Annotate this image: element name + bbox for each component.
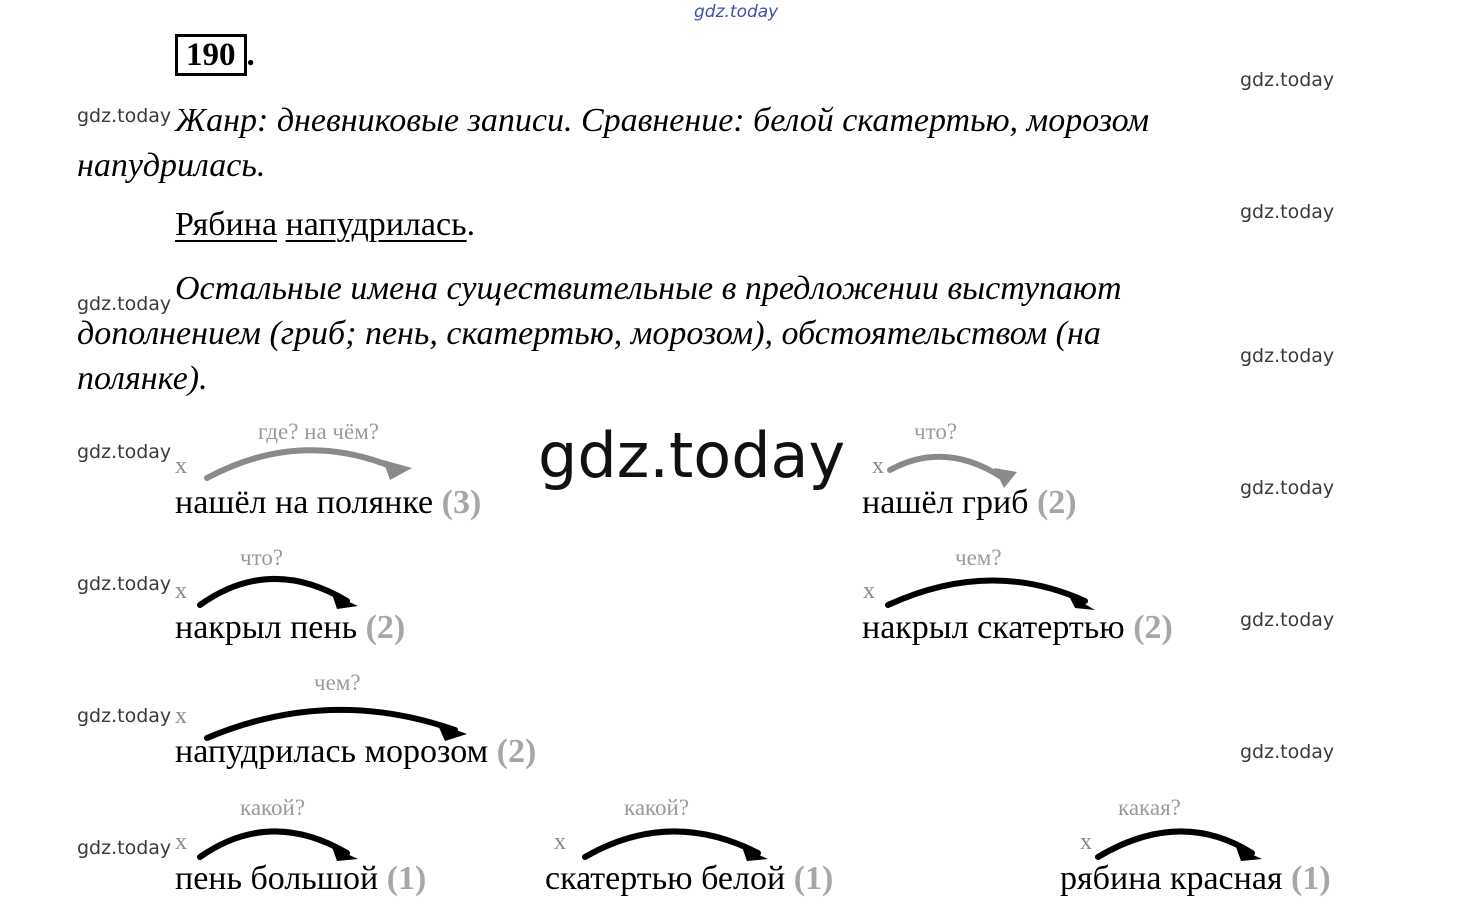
phrase-text: накрыл пень [175, 609, 358, 646]
watermark-right: gdz.today [1240, 741, 1335, 763]
phrase [862, 609, 1173, 647]
arc-skatertyu [888, 580, 1085, 605]
genre-line-1: Жанр: дневниковые записи. Сравнение: белой скатертью, морозом [175, 102, 1150, 139]
phrase-count: (2) [496, 733, 537, 770]
phrase-count: (2) [1036, 484, 1077, 521]
phrase-text: напудрилась морозом [175, 733, 489, 770]
subject: Рябина [175, 206, 278, 243]
question-label: чем? [955, 545, 1002, 570]
rest-line-1: Остальные имена существительные в предложении выступают [175, 270, 1122, 307]
question-label: чем? [314, 670, 361, 695]
question-label: какая? [1118, 795, 1181, 820]
phrase-count: (3) [441, 484, 482, 521]
phrase [545, 860, 833, 898]
arc-krasnaya [1098, 831, 1252, 857]
watermark-left: gdz.today [77, 441, 172, 463]
phrase-text: рябина красная [1060, 860, 1283, 897]
phrase-text: накрыл скатертью [862, 609, 1125, 646]
top-watermark: gdz.today [694, 2, 779, 22]
phrase-count: (2) [1133, 609, 1173, 646]
phrase [175, 860, 426, 898]
arc-pen [200, 579, 347, 605]
phrase [175, 484, 481, 522]
phrase [862, 484, 1077, 522]
x-mark: x [175, 578, 187, 604]
task-number-dot: . [246, 37, 255, 73]
x-mark: x [872, 453, 884, 479]
question-label: что? [240, 545, 284, 570]
question-label: какой? [240, 795, 306, 820]
arc-beloy [585, 831, 758, 857]
phrase [1060, 860, 1331, 898]
x-mark: x [554, 829, 566, 855]
question-label: какой? [624, 795, 690, 820]
watermark-left: gdz.today [77, 105, 172, 127]
arrow-na-polyanke [383, 460, 412, 480]
arc-bolshoy [200, 831, 347, 857]
phrase [175, 733, 536, 771]
phrase-count: (1) [386, 860, 427, 897]
phrase-text: пень большой [175, 860, 379, 897]
phrase-text: скатертью белой [545, 860, 786, 897]
center-watermark: gdz.today [538, 419, 846, 492]
question-label: что? [914, 419, 958, 444]
arc-na-polyanke [207, 450, 395, 478]
predicate: напудрилась [285, 206, 467, 243]
watermark-right: gdz.today [1240, 345, 1335, 367]
task-number: 190 [175, 34, 247, 76]
genre-line-2: напудрилась. [77, 147, 266, 184]
watermark-right: gdz.today [1240, 609, 1335, 631]
sentence-period: . [466, 206, 476, 243]
phrase-text: нашёл на полянке [175, 484, 434, 521]
phrase-count: (1) [793, 860, 834, 897]
question-label: где? на чём? [258, 419, 379, 444]
arc-grib [890, 457, 1003, 478]
phrase [175, 609, 405, 647]
phrase-count: (2) [365, 609, 406, 646]
watermark-right: gdz.today [1240, 69, 1335, 91]
x-mark: x [175, 829, 187, 855]
watermark-right: gdz.today [1240, 201, 1335, 223]
rest-line-3: полянке). [77, 360, 208, 397]
phrase-count: (1) [1291, 860, 1331, 897]
watermark-left: gdz.today [77, 705, 172, 727]
arrow-pen [332, 594, 358, 609]
watermark-right: gdz.today [1240, 477, 1335, 499]
x-mark: x [1080, 829, 1092, 855]
watermark-left: gdz.today [77, 573, 172, 595]
watermark-left: gdz.today [77, 293, 172, 315]
phrase-text: нашёл гриб [862, 484, 1029, 521]
watermark-left: gdz.today [77, 837, 172, 859]
rest-line-2: дополнением (гриб; пень, скатертью, морозом), обстоятельством (на [77, 315, 1101, 352]
x-mark: x [175, 703, 187, 729]
x-mark: x [175, 453, 187, 479]
x-mark: x [863, 578, 875, 604]
